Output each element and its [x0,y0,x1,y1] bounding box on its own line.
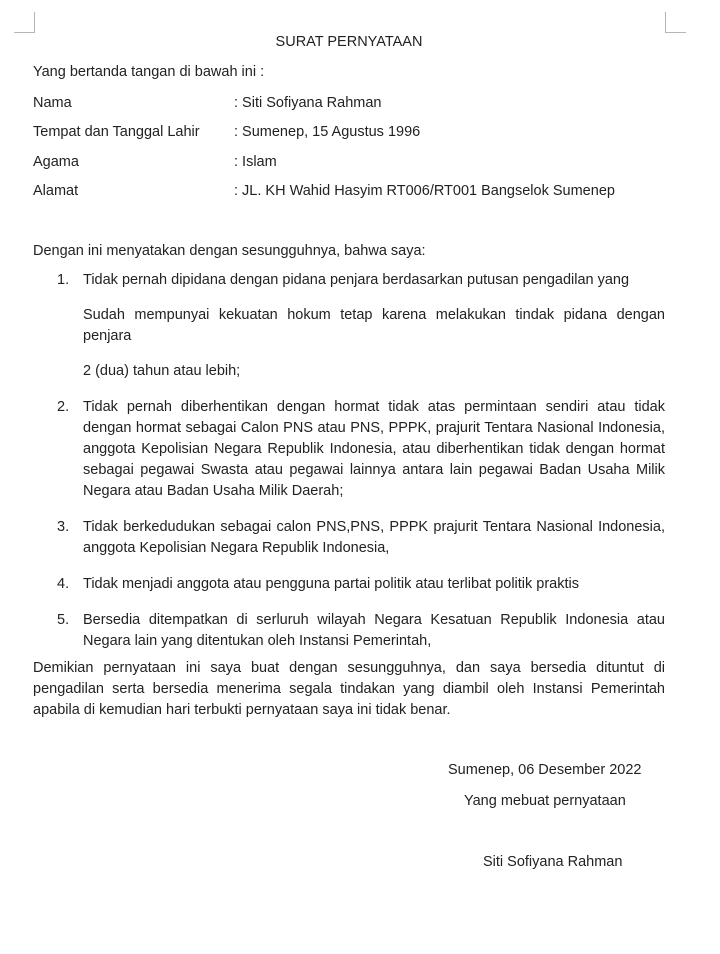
list-item-text: Tidak berkedudukan sebagai calon PNS,PNS, PPPK prajurit Tentara Nasional Indonesia, anggota Kepolisian Negara Republik Indonesia, [83,519,665,556]
field-value-religion: : Islam [234,154,277,170]
intro-text: Yang bertanda tangan di bawah ini : [33,64,265,80]
list-item-number: 1. [57,272,70,288]
field-label-religion: Agama [33,154,79,170]
field-value-address: : JL. KH Wahid Hasyim RT006/RT001 Bangselok Sumenep [234,183,615,199]
list-item [33,610,665,652]
list-item-number: 3. [57,519,70,535]
field-label-address: Alamat [33,183,79,199]
statement-list [33,270,665,667]
signature-name: Siti Sofiyana Rahman [483,854,623,870]
signature-role: Yang mebuat pernyataan [464,793,626,809]
list-item-number: 5. [57,612,70,628]
list-item-text: Tidak pernah diberhentikan dengan hormat tidak atas permintaan sendiri atau tidak dengan hormat sebagai Calon PNS atau PNS, PPPK, prajurit Tentara Nasional Indonesia, anggota Kepolisian Negara Republik Indonesia, atau diberhentikan tidak dengan hormat sebagai pegawai Swasta atau pegawai lainnya antara lain pegawai Badan Usaha Milik Negara atau Badan Usaha Milik Daerah; [83,399,665,499]
page-corner-marker-left [14,12,35,33]
list-item-text: Sudah mempunyai kekuatan hokum tetap karena melakukan tindak pidana dengan penjara [83,307,665,344]
field-label-birth: Tempat dan Tanggal Lahir [33,124,200,140]
list-item-text: Bersedia ditempatkan di serluruh wilayah Negara Kesatuan Republik Indonesia atau Negara lain yang ditentukan oleh Instansi Pemerintah, [83,612,665,649]
list-item-text: Tidak pernah dipidana dengan pidana penjara berdasarkan putusan pengadilan yang [83,272,630,288]
list-item [33,517,665,559]
field-value-name: : Siti Sofiyana Rahman [234,95,382,111]
list-item-text: Tidak menjadi anggota atau pengguna partai politik atau terlibat politik praktis [83,576,579,592]
list-item [33,574,665,595]
list-item-number: 2. [57,399,70,415]
statement-intro: Dengan ini menyatakan dengan sesungguhnya, bahwa saya: [33,243,426,259]
field-value-birth: : Sumenep, 15 Agustus 1996 [234,124,421,140]
list-item [33,397,665,502]
list-item-text: 2 (dua) tahun atau lebih; [83,363,241,379]
closing-paragraph: Demikian pernyataan ini saya buat dengan sesungguhnya, dan saya bersedia dituntut di pengadilan serta bersedia menerima segala tindakan yang diambil oleh Instansi Pemerintah apabila di kemudian hari terbukti pernyataan saya ini tidak benar. [33,660,665,718]
signature-place-date: Sumenep, 06 Desember 2022 [448,762,642,778]
document-title: SURAT PERNYATAAN [275,34,423,50]
list-item [33,270,665,382]
field-label-name: Nama [33,95,72,111]
page-corner-marker-right [665,12,686,33]
list-item-number: 4. [57,576,70,592]
